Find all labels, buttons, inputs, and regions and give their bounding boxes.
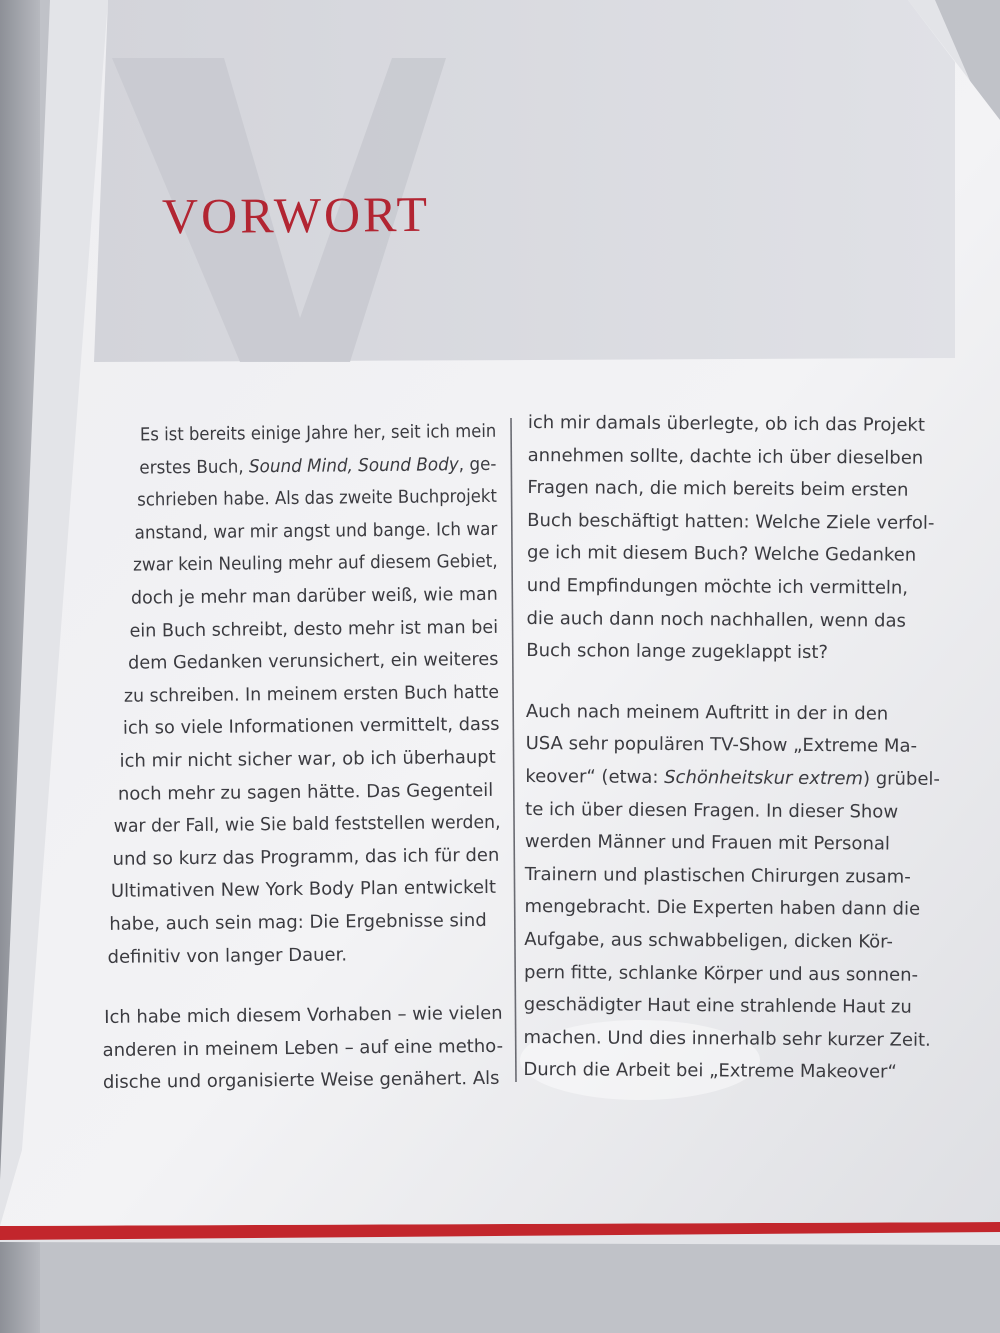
text-line: geschädigter Haut eine strahlende Haut zu xyxy=(523,994,912,1018)
left-paragraph-2 xyxy=(102,998,503,1100)
text-line: ein Buch schreibt, desto mehr ist man bei xyxy=(129,616,499,642)
text-line: erstes Buch, Sound Mind, Sound Body, ge- xyxy=(139,453,497,479)
text-line: zwar kein Neuling mehr auf diesem Gebiet, xyxy=(132,551,498,576)
text-line: ge ich mit diesem Buch? Welche Gedanken xyxy=(526,542,917,567)
text-line: ich so viele Informationen vermittelt, dass xyxy=(122,714,500,740)
text-line: Durch die Arbeit bei „Extreme Makeover“ xyxy=(523,1059,897,1083)
text-line: Auch nach meinem Auftritt in der in den xyxy=(525,700,889,725)
text-line: habe, auch sein mag: Die Ergebnisse sind xyxy=(109,909,487,935)
text-line: Ich habe mich diesem Vorhaben – wie vielen xyxy=(104,1002,503,1029)
text-line: dische und organisierte Weise genähert. Als xyxy=(102,1068,500,1094)
text-line: und Empfindungen möchte ich vermitteln, xyxy=(526,574,909,599)
right-paragraph-1 xyxy=(526,407,946,671)
left-paragraph-1 xyxy=(96,416,502,974)
text-line: Buch beschäftigt hatten: Welche Ziele verfol- xyxy=(527,509,935,534)
text-line: Ultimativen New York Body Plan entwickelt xyxy=(110,877,497,903)
text-line: USA sehr populären TV-Show „Extreme Ma- xyxy=(525,733,918,758)
text-line: noch mehr zu sagen hätte. Das Gegenteil xyxy=(117,779,494,805)
text-line: machen. Und dies innerhalb sehr kurzer Zeit. xyxy=(523,1026,931,1051)
text-line: te ich über diesen Fragen. In dieser Show xyxy=(525,798,899,823)
text-line: werden Männer und Frauen mit Personal xyxy=(524,831,890,855)
text-line: keover“ (etwa: Schönheitskur extrem) grübel- xyxy=(525,765,941,790)
text-line: zu schreiben. In meinem ersten Buch hatte xyxy=(123,681,500,707)
text-line: anstand, war mir angst und bange. Ich war xyxy=(134,518,498,544)
text-line: Trainern und plastischen Chirurgen zusam- xyxy=(524,863,911,888)
chapter-heading: VORWORT xyxy=(161,185,431,245)
text-line: annehmen sollte, dachte ich über dieselben xyxy=(527,444,924,469)
right-text-column xyxy=(523,407,946,1090)
text-line: anderen in meinem Leben – auf eine metho- xyxy=(102,1035,504,1061)
text-line: Aufgabe, aus schwabbeligen, dicken Kör- xyxy=(524,928,894,953)
text-line: und so kurz das Programm, das ich für den xyxy=(112,844,500,870)
text-line: dem Gedanken verunsichert, ein weiteres xyxy=(127,648,499,674)
text-line: mengebracht. Die Experten haben dann die xyxy=(524,896,921,921)
right-paragraph-2 xyxy=(523,696,944,1090)
text-line: war der Fall, wie Sie bald feststellen werden, xyxy=(113,811,501,837)
text-line: schrieben habe. Als das zweite Buchprojekt xyxy=(137,485,498,511)
text-line: Fragen nach, die mich bereits beim ersten xyxy=(527,477,909,501)
text-line: ich mir nicht sicher war, ob ich überhaupt xyxy=(119,746,496,772)
text-line: pern fitte, schlanke Körper und aus sonnen- xyxy=(523,961,919,986)
text-line: definitiv von langer Dauer. xyxy=(107,943,348,968)
text-line: ich mir damals überlegte, ob ich das Projekt xyxy=(527,411,926,436)
left-text-column xyxy=(96,416,503,1100)
text-line: doch je mehr man darüber weiß, wie man xyxy=(130,583,498,609)
text-line: Es ist bereits einige Jahre her, seit ich mein xyxy=(139,420,497,446)
text-line: die auch dann noch nachhallen, wenn das xyxy=(526,607,906,632)
text-line: Buch schon lange zugeklappt ist? xyxy=(526,640,829,664)
